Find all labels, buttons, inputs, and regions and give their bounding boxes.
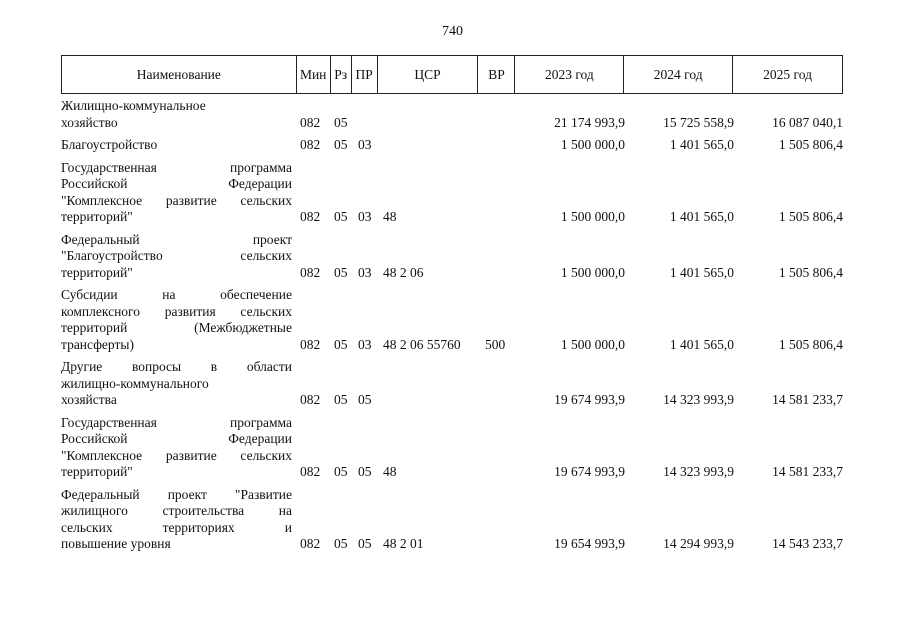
cell-vr: 500 [485, 336, 506, 352]
cell-rz: 05 [334, 464, 348, 479]
cell-min: 082 [300, 464, 321, 479]
cell-csr: 48 [383, 209, 397, 224]
row-name-line: Благоустройство [61, 137, 158, 152]
row-name [61, 98, 292, 131]
cell-y2023: 1 500 000,0 [560, 137, 625, 152]
cell-y2024: 14 294 993,9 [663, 536, 734, 551]
table-row [61, 359, 843, 409]
cell-y2025: 14 581 233,7 [772, 464, 843, 479]
header-2023: 2023 год [515, 56, 624, 93]
row-name-line: трансферты) [61, 336, 134, 352]
table-row [61, 137, 843, 154]
cell-y2023: 1 500 000,0 [560, 264, 625, 280]
cell-pr: 05 [358, 464, 372, 479]
cell-min: 082 [300, 392, 321, 407]
cell-csr: 48 2 06 [383, 264, 424, 280]
row-name-line: территорий" [61, 264, 133, 280]
row-name-line: Государственная программа [61, 414, 292, 430]
cell-y2024: 1 401 565,0 [669, 264, 734, 280]
header-rz: Рз [331, 56, 352, 93]
header-csr: ЦСР [378, 56, 479, 93]
cell-pr: 05 [358, 392, 372, 407]
cell-min: 082 [300, 114, 321, 130]
cell-rz: 05 [334, 536, 348, 551]
row-name-line: комплексного развития сельских [61, 303, 292, 319]
cell-pr: 05 [358, 536, 372, 551]
cell-y2025: 1 505 806,4 [778, 209, 843, 224]
cell-min: 082 [300, 209, 321, 224]
row-name-line: Российской Федерации [61, 176, 292, 191]
cell-y2025: 14 543 233,7 [772, 536, 843, 551]
row-name-line: "Комплексное развитие сельских [61, 447, 292, 463]
row-name [61, 137, 292, 154]
table-row [61, 160, 843, 226]
row-name [61, 415, 292, 481]
row-name-line: Федеральный проект "Развитие [61, 486, 292, 502]
header-2024: 2024 год [624, 56, 733, 93]
cell-y2025: 1 505 806,4 [778, 336, 843, 352]
row-name [61, 287, 292, 353]
table-row [61, 98, 843, 131]
cell-min: 082 [300, 137, 321, 152]
cell-min: 082 [300, 536, 321, 551]
row-name-line: Другие вопросы в области [61, 359, 292, 374]
row-name-line: Субсидии на обеспечение [61, 287, 292, 302]
row-name-line: Государственная программа [61, 159, 292, 175]
cell-rz: 05 [334, 392, 348, 407]
cell-pr: 03 [358, 336, 372, 352]
cell-y2025: 1 505 806,4 [778, 264, 843, 280]
row-name-line: "Комплексное развитие сельских [61, 192, 292, 208]
table-row [61, 232, 843, 282]
cell-rz: 05 [334, 114, 348, 130]
row-name-line: территорий (Межбюджетные [61, 320, 292, 335]
row-name-line: территорий" [61, 209, 133, 224]
row-name-line: жилищно-коммунального [61, 375, 209, 391]
header-vr: ВР [478, 56, 515, 93]
cell-rz: 05 [334, 336, 348, 352]
row-name [61, 232, 292, 282]
cell-y2024: 15 725 558,9 [663, 114, 734, 130]
header-name: Наименование [62, 56, 297, 93]
cell-rz: 05 [334, 264, 348, 280]
row-name-line: повышение уровня [61, 536, 171, 551]
row-name-line: хозяйства [61, 392, 117, 407]
table-row [61, 287, 843, 353]
row-name-line: Российской Федерации [61, 431, 292, 446]
row-name-line: жилищного строительства на [61, 503, 292, 518]
cell-y2023: 19 654 993,9 [554, 536, 625, 551]
row-name [61, 160, 292, 226]
cell-y2024: 14 323 993,9 [663, 392, 734, 407]
cell-csr: 48 2 06 55760 [383, 336, 461, 352]
cell-y2024: 1 401 565,0 [669, 209, 734, 224]
cell-y2023: 1 500 000,0 [560, 209, 625, 224]
row-name [61, 359, 292, 409]
page-number: 740 [442, 24, 463, 39]
cell-y2023: 19 674 993,9 [554, 392, 625, 407]
cell-rz: 05 [334, 137, 348, 152]
cell-rz: 05 [334, 209, 348, 224]
cell-y2025: 14 581 233,7 [772, 392, 843, 407]
cell-csr: 48 2 01 [383, 536, 424, 551]
header-pr: ПР [352, 56, 378, 93]
cell-y2025: 16 087 040,1 [772, 114, 843, 130]
cell-y2023: 1 500 000,0 [560, 336, 625, 352]
cell-min: 082 [300, 264, 321, 280]
row-name-line: хозяйство [61, 114, 118, 130]
row-name-line: территорий" [61, 464, 133, 479]
row-name-line: Жилищно-коммунальное [61, 98, 206, 113]
row-name-line: сельских территориях и [61, 519, 292, 535]
row-name-line: Федеральный проект [61, 231, 292, 247]
row-name-line: "Благоустройство сельских [61, 248, 292, 263]
cell-y2024: 14 323 993,9 [663, 464, 734, 479]
row-name [61, 487, 292, 553]
cell-min: 082 [300, 336, 321, 352]
table-row [61, 415, 843, 481]
header-min: Мин [297, 56, 331, 93]
cell-y2023: 19 674 993,9 [554, 464, 625, 479]
table-row [61, 487, 843, 553]
cell-csr: 48 [383, 464, 397, 479]
cell-pr: 03 [358, 209, 372, 224]
table-header [61, 55, 843, 94]
table-body [61, 98, 843, 559]
cell-pr: 03 [358, 264, 372, 280]
cell-y2024: 1 401 565,0 [669, 137, 734, 152]
cell-y2025: 1 505 806,4 [778, 137, 843, 152]
cell-y2024: 1 401 565,0 [669, 336, 734, 352]
cell-pr: 03 [358, 137, 372, 152]
cell-y2023: 21 174 993,9 [554, 114, 625, 130]
header-2025: 2025 год [763, 66, 812, 82]
